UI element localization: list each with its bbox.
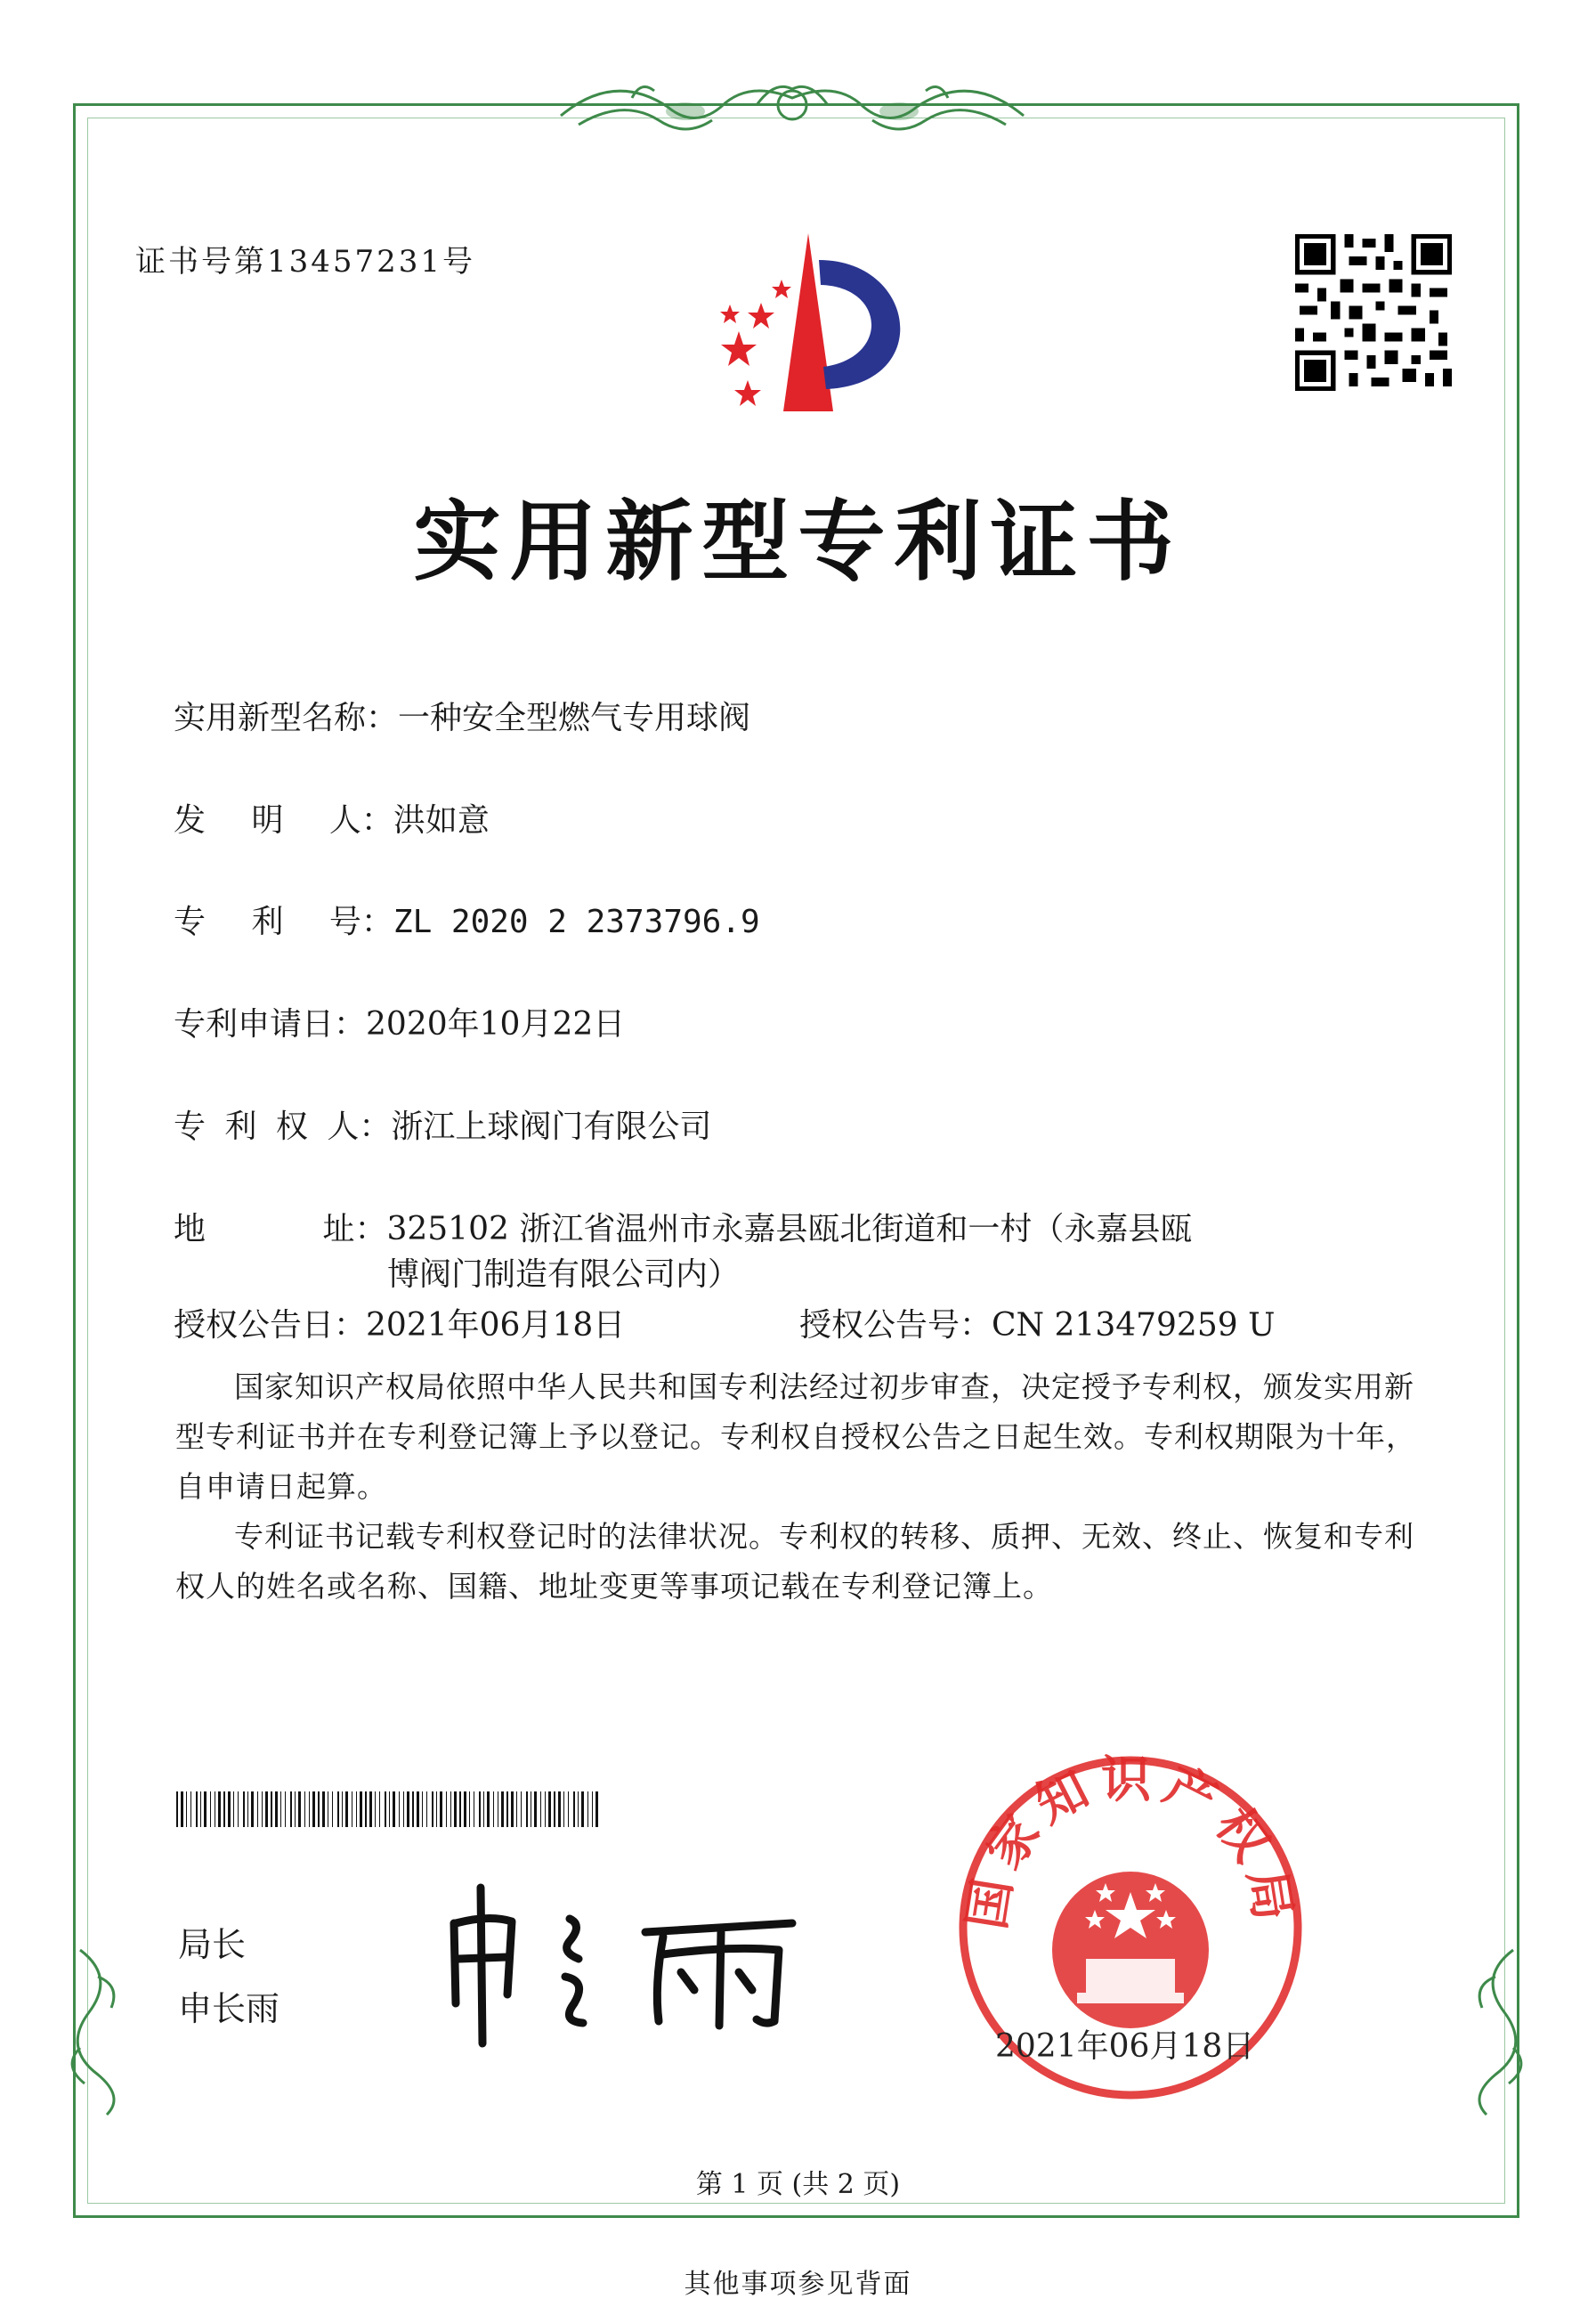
field-filing-date	[174, 999, 625, 1044]
top-ornament-icon	[543, 62, 1041, 151]
corner-ornament-icon	[1442, 1941, 1540, 2119]
seal-date: 2021年06月18日	[995, 2028, 1255, 2065]
qr-code-icon	[1291, 230, 1456, 395]
field-grant-date	[174, 1300, 625, 1345]
field-patent-no-value: ZL 2020 2 2373796.9	[393, 904, 760, 940]
page-number: 第 1 页 (共 2 页)	[695, 2169, 901, 2200]
field-grant-date-label: 授权公告日：	[174, 1307, 367, 1344]
director-title: 局长	[178, 1925, 247, 1964]
certificate-body	[175, 1362, 1430, 1612]
field-grant-no-value: CN 213479259 U	[992, 1307, 1276, 1344]
cnipa-logo-icon	[676, 224, 926, 429]
field-inventor-label: 发 明 人：	[174, 802, 393, 839]
body-paragraph-1: 国家知识产权局依照中华人民共和国专利法经过初步审查，决定授予专利权，颁发实用新型专利证书并在专利登记簿上予以登记。专利权自授权公告之日起生效。专利权期限为十年，自申请日起算。	[175, 1369, 1416, 1504]
certificate-title: 实用新型专利证书	[413, 491, 1183, 593]
field-name-value: 一种安全型燃气专用球阀	[398, 700, 751, 736]
field-grant-no-label: 授权公告号：	[799, 1307, 992, 1344]
seal-text: 国家知识产权局	[958, 1750, 1303, 1934]
field-filing-date-value: 2020年10月22日	[366, 1006, 626, 1043]
field-patentee-value: 浙江上球阀门有限公司	[391, 1109, 712, 1145]
field-patent-no	[174, 897, 760, 942]
director-name: 申长雨	[178, 1989, 280, 2028]
field-address-value-line2: 博阀门制造有限公司内）	[387, 1256, 741, 1293]
director-signature	[436, 1870, 810, 2048]
field-patentee	[174, 1101, 711, 1147]
certificate-number: 证书号第13457231号	[135, 244, 476, 280]
body-paragraph-2: 专利证书记载专利权登记时的法律状况。专利权的转移、质押、无效、终止、恢复和专利权人的姓名或名称、国籍、地址变更等事项记载在专利登记簿上。	[175, 1519, 1414, 1604]
field-patent-no-label: 专 利 号：	[174, 904, 393, 940]
field-address	[174, 1204, 1192, 1249]
field-patentee-label: 专 利 权 人：	[174, 1109, 392, 1145]
field-grant-no	[799, 1300, 1275, 1345]
field-address-label: 地 址：	[174, 1211, 387, 1247]
corner-ornament-icon	[53, 1941, 151, 2119]
field-filing-date-label: 专利申请日：	[174, 1006, 367, 1043]
field-name	[174, 693, 750, 738]
field-address-line2	[387, 1249, 740, 1295]
field-grant-date-value: 2021年06月18日	[366, 1307, 626, 1344]
field-name-label: 实用新型名称：	[174, 700, 399, 736]
field-address-value-line1: 325102 浙江省温州市永嘉县瓯北街道和一村（永嘉县瓯	[386, 1211, 1193, 1247]
field-inventor	[174, 795, 490, 841]
field-inventor-value: 洪如意	[393, 802, 490, 839]
back-note: 其他事项参见背面	[684, 2269, 912, 2300]
barcode-icon	[176, 1791, 600, 1827]
